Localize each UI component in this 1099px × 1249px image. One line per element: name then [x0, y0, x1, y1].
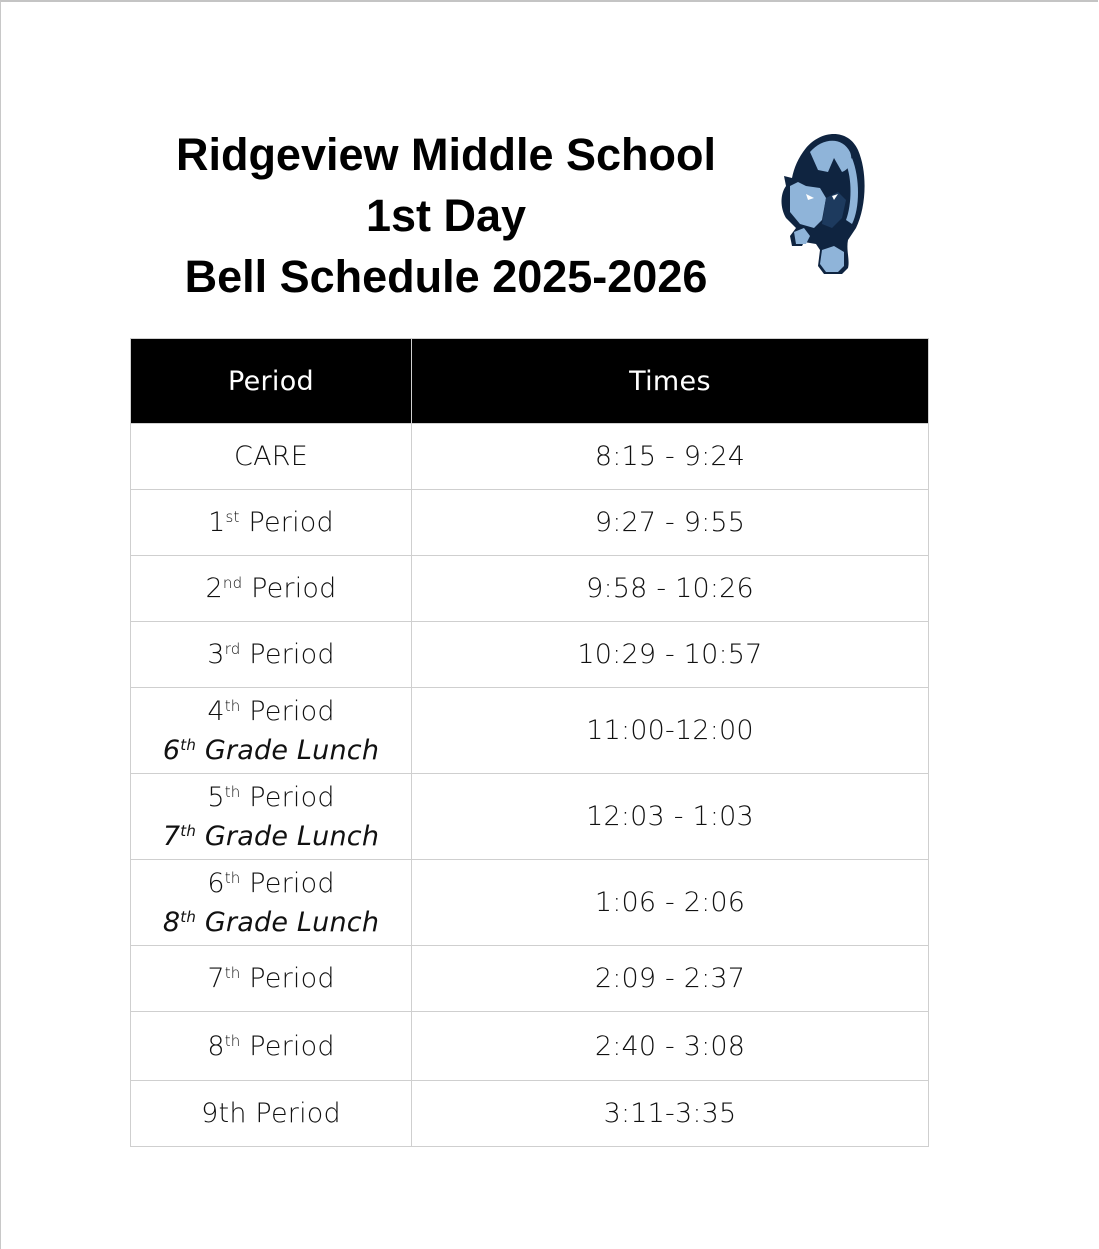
period-label: 4th Period: [207, 695, 335, 727]
period-cell: [131, 860, 412, 946]
period-label: 5th Period: [207, 781, 335, 813]
table-row: [131, 860, 929, 946]
time-cell: 11:00-12:00: [412, 688, 929, 774]
time-cell: 8:15 - 9:24: [412, 424, 929, 490]
table-row: [131, 424, 929, 490]
table-row: [131, 622, 929, 688]
time-cell: 12:03 - 1:03: [412, 774, 929, 860]
table-row: [131, 556, 929, 622]
school-name: Ridgeview Middle School: [175, 129, 717, 180]
period-cell: 7th Period: [131, 946, 412, 1012]
period-cell: [131, 774, 412, 860]
page-title: [146, 124, 746, 307]
panther-mascot-icon: [776, 128, 870, 278]
lunch-label: 6th Grade Lunch: [162, 734, 380, 766]
period-cell: CARE: [131, 424, 412, 490]
table-row: [131, 688, 929, 774]
time-cell: 2:40 - 3:08: [412, 1012, 929, 1081]
table-row: [131, 946, 929, 1012]
period-label: 6th Period: [207, 867, 335, 899]
time-cell: 10:29 - 10:57: [412, 622, 929, 688]
time-cell: 1:06 - 2:06: [412, 860, 929, 946]
column-header-period: Period: [131, 339, 412, 424]
period-cell: 2nd Period: [131, 556, 412, 622]
table-header-row: [131, 339, 929, 424]
schedule-title: Bell Schedule 2025-2026: [184, 251, 708, 302]
lunch-label: 7th Grade Lunch: [162, 820, 380, 852]
column-header-times: Times: [412, 339, 929, 424]
lunch-label: 8th Grade Lunch: [162, 906, 380, 938]
time-cell: 2:09 - 2:37: [412, 946, 929, 1012]
table-row: [131, 1012, 929, 1081]
table-row: [131, 490, 929, 556]
period-cell: 8th Period: [131, 1012, 412, 1081]
table-row: [131, 1081, 929, 1147]
period-cell: 9th Period: [131, 1081, 412, 1147]
time-cell: 9:58 - 10:26: [412, 556, 929, 622]
table-row: [131, 774, 929, 860]
period-cell: 1st Period: [131, 490, 412, 556]
period-cell: 3rd Period: [131, 622, 412, 688]
day-label: 1st Day: [365, 190, 527, 241]
time-cell: 9:27 - 9:55: [412, 490, 929, 556]
period-cell: [131, 688, 412, 774]
time-cell: 3:11-3:35: [412, 1081, 929, 1147]
bell-schedule-table: [130, 338, 929, 1147]
